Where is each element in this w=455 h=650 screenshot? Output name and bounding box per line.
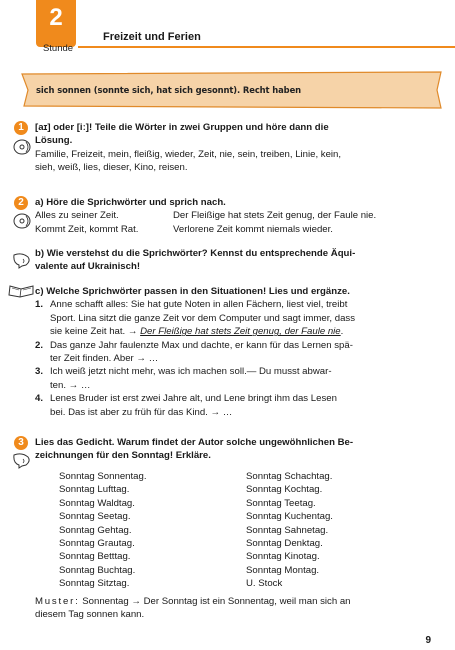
poem-line: Sonntag Betttag. [59, 551, 131, 563]
muster-label: Muster: [35, 596, 80, 607]
lesson-number: 2 [49, 4, 63, 31]
situation-line: Lenes Bruder ist erst zwei Jahre alt, und Lene bringt ihm das Lesen [50, 393, 337, 405]
banner-text: sich sonnen (sonnte sich, hat sich gesonnt). Recht haben [36, 85, 302, 95]
exercise-1-marker: 1 [14, 121, 28, 135]
muster [35, 595, 413, 622]
poem-line: Sonntag Kochtag. [246, 484, 323, 496]
situation-line: ter Zeit finden. Aber → … [50, 353, 159, 365]
topic-title: Freizeit und Ferien [103, 31, 201, 43]
situation-line: ten. → … [50, 379, 91, 391]
situation-item [35, 392, 413, 419]
poem-left-column [59, 470, 246, 591]
situation-line: Anne schafft alles: Sie hat gute Noten in allen Fächern, liest viel, treibt [50, 299, 348, 311]
exercise-2b-line2: valente auf Ukrainisch! [35, 261, 141, 273]
exercise-1-title-line1: [aɪ] oder [iː]! Teile die Wörter in zwei Gruppen und höre dann die [35, 122, 329, 133]
exercise-1 [35, 121, 413, 175]
speech-icon [11, 253, 33, 269]
exercise-2a [35, 196, 413, 236]
situation-list [35, 298, 413, 419]
poem-line: Sonntag Schachtag. [246, 471, 333, 482]
poem-line: Sonntag Gehtag. [59, 524, 132, 536]
exercise-2c-title: c) Welche Sprichwörter passen in den Situationen! Lies und ergänze. [35, 286, 350, 297]
poem-line: U. Stock [246, 578, 283, 590]
poem-line: Sonntag Waldtag. [59, 497, 135, 509]
lesson-label: Stunde [42, 43, 74, 54]
poem-line: Sonntag Kinotag. [246, 551, 320, 563]
situation-text: sie keine Zeit hat. → [50, 326, 141, 338]
poem-line: Sonntag Sahnetag. [246, 524, 329, 536]
poem-line: Sonntag Sitztag. [59, 578, 130, 590]
header-rule [78, 46, 455, 48]
situation-line: Das ganze Jahr faulenzte Max und dachte, er kann für das Lernen spä- [50, 339, 353, 351]
poem-right-column [246, 470, 419, 591]
headphones-icon [12, 212, 32, 230]
proverb-right: Der Fleißige hat stets Zeit genug, der Faule nie. [173, 210, 377, 222]
situation-line: Sport. Lina sitzt die ganze Zeit vor dem Computer und sagt immer, dass [50, 312, 356, 324]
proverb-left: Alles zu seiner Zeit. [35, 210, 119, 222]
muster-text: Sonnentag → Der Sonntag ist ein Sonnentag, weil man sich an [79, 596, 351, 607]
poem-line: Sonntag Lufttag. [59, 484, 130, 496]
poem-line: Sonntag Kuchentag. [246, 511, 333, 523]
situation-line: Ich weiß jetzt nicht mehr, was ich machen soll.— Du musst abwar- [50, 366, 332, 378]
exercise-2c [35, 285, 413, 419]
situation-item [35, 339, 413, 366]
situation-number: 1. [35, 299, 44, 311]
poem-line: Sonntag Buchtag. [59, 564, 136, 576]
exercise-2b [35, 247, 413, 274]
exercise-2a-title: a) Höre die Sprichwörter und sprich nach. [35, 197, 226, 208]
proverb-row [35, 223, 413, 236]
proverb-row [35, 209, 413, 222]
headphones-icon [12, 138, 32, 156]
exercise-1-words-line1: Familie, Freizeit, mein, fleißig, wieder, Zeit, nie, sein, treiben, Linie, kein, [35, 148, 342, 160]
poem-line: Sonntag Sonnentag. [59, 471, 147, 482]
poem-line: Sonntag Seetag. [59, 511, 131, 523]
exercise-2-marker: 2 [14, 196, 28, 210]
exercise-1-words-line2: sieh, weiß, lies, dieser, Kino, reisen. [35, 162, 188, 174]
poem [59, 470, 419, 591]
situation-line [50, 325, 413, 338]
exercise-3-marker: 3 [14, 436, 28, 450]
poem-line: Sonntag Teetag. [246, 497, 316, 509]
poem-line: Sonntag Denktag. [246, 537, 323, 549]
situation-number: 2. [35, 339, 44, 351]
situation-line: bei. Das ist aber zu früh für das Kind. → … [50, 406, 233, 418]
exercise-3 [35, 436, 413, 463]
page-number: 9 [425, 635, 431, 646]
situation-item [35, 298, 413, 338]
poem-line: Sonntag Grautag. [59, 537, 135, 549]
situation-item [35, 365, 413, 392]
lesson-tab [36, 0, 76, 47]
exercise-3-title-line2: zeichnungen für den Sonntag! Erkläre. [35, 450, 211, 462]
situation-number: 3. [35, 366, 44, 378]
situation-text: . [340, 326, 344, 338]
situation-number: 4. [35, 393, 44, 405]
example-answer: Der Fleißige hat stets Zeit genug, der Faule nie [140, 326, 341, 338]
speech-icon [11, 453, 33, 469]
exercise-2b-line1: b) Wie verstehst du die Sprichwörter? Kennst du entsprechende Äqui- [35, 248, 356, 259]
proverb-left: Kommt Zeit, kommt Rat. [35, 223, 139, 235]
exercise-1-title-line2: Lösung. [35, 135, 73, 147]
poem-line: Sonntag Montag. [246, 564, 320, 576]
proverb-right: Verlorene Zeit kommt niemals wieder. [173, 223, 333, 235]
vocabulary-banner [20, 70, 443, 110]
muster-text-line2: diesem Tag sonnen kann. [35, 609, 145, 621]
exercise-3-title-line1: Lies das Gedicht. Warum findet der Autor solche ungewöhnlichen Be- [35, 437, 354, 448]
book-icon [8, 284, 34, 298]
